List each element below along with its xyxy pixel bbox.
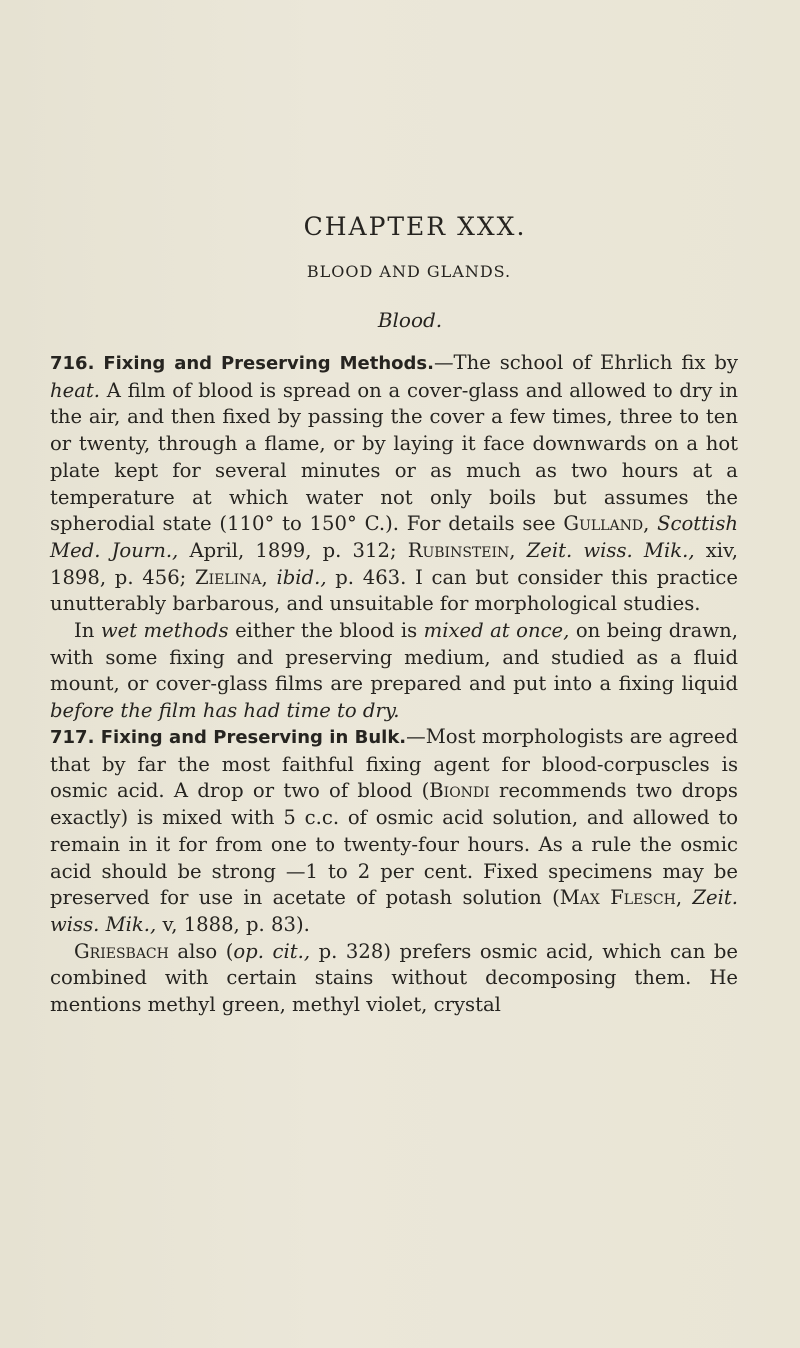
text-run: , <box>261 565 277 589</box>
text-run: p. 463. I can but consider this practice unutterably barbarous, and unsuitable for morphological studies. <box>50 565 738 616</box>
author-name: Griesbach <box>74 939 169 963</box>
text-run: recommends two drops exactly) is mixed with 5 c.c. of osmic acid solution, and allowed to remain in it for from one to twenty-four hours. As a rule the osmic acid should be strong —1 to 2 per cent. Fixed specimens may be preserved for use in acetate of potash solution ( <box>50 779 738 910</box>
citation-title: Zeit. wiss. Mik., <box>526 538 695 562</box>
text-run: In <box>74 619 101 643</box>
text-run: also ( <box>168 939 234 963</box>
chapter-subject: BLOOD AND GLANDS. <box>306 262 512 281</box>
italic-run: heat. <box>50 378 100 402</box>
text-run: on being drawn, with some fixing and preserving medium, and studied as a fluid mount, or cover-glass films are prepared and put into a fixing liquid <box>50 619 738 696</box>
paragraph-717 <box>50 724 738 939</box>
paragraph-number: 717. <box>50 727 95 748</box>
section-716 <box>50 350 738 725</box>
section-title: Blood. <box>377 308 443 332</box>
section-717 <box>50 724 738 1019</box>
paragraph-heading: Fixing and Preserving in Bulk. <box>100 727 407 748</box>
citation-title: op. cit., <box>233 939 311 963</box>
paragraph-717-continued <box>50 939 738 1019</box>
text-run: , <box>509 538 527 562</box>
citation-title: ibid., <box>276 565 327 589</box>
text-run: A film of blood is spread on a cover-glass and allowed to dry in the air, and then fixed by passing the cover a few times, three to ten or twenty, through a flame, or by laying it face downwards on a hot plate kept for several minutes or as much as two hours at a temperature at which water not only boils but assumes the spherodial state (110° to 150° C.). For details see <box>50 378 738 536</box>
author-name: Biondi <box>429 779 490 803</box>
italic-run: wet methods <box>100 619 229 643</box>
author-name: Max Flesch <box>559 886 676 910</box>
paragraph-heading: Fixing and Preserving Methods. <box>103 353 434 374</box>
paragraph-number: 716. <box>50 353 95 374</box>
citation-title: Scottish Med. Journ., <box>50 512 738 562</box>
italic-run: mixed at once, <box>423 619 570 643</box>
author-name: Zielina <box>194 565 262 589</box>
text-run: xiv, 1898, p. 456; <box>50 538 738 589</box>
paragraph-716-continued <box>50 618 738 725</box>
text-run: , <box>675 886 693 910</box>
author-name: Gulland <box>563 512 644 536</box>
chapter-title: CHAPTER XXX. <box>303 212 527 241</box>
text-run: either the blood is <box>228 619 424 643</box>
text-run: , <box>643 512 658 536</box>
author-name: Rubinstein <box>407 538 510 562</box>
paragraph-716 <box>50 350 738 618</box>
text-run: p. 328) prefers osmic acid, which can be combined with certain stains without decomposing them. He mentions methyl green, methyl violet, crystal <box>50 939 738 1017</box>
text-run: —Most morphologists are agreed that by far the most faithful fixing agent for blood-corpuscles is osmic acid. A drop or two of blood ( <box>50 725 738 803</box>
text-run: April, 1899, p. 312; <box>178 538 408 562</box>
text-run: —The school of Ehrlich fix by <box>433 351 738 374</box>
italic-run: before the film has had time to dry. <box>50 699 400 723</box>
text-run: v, 1888, p. 83). <box>156 912 310 936</box>
citation-title: Zeit. wiss. Mik., <box>50 886 738 936</box>
